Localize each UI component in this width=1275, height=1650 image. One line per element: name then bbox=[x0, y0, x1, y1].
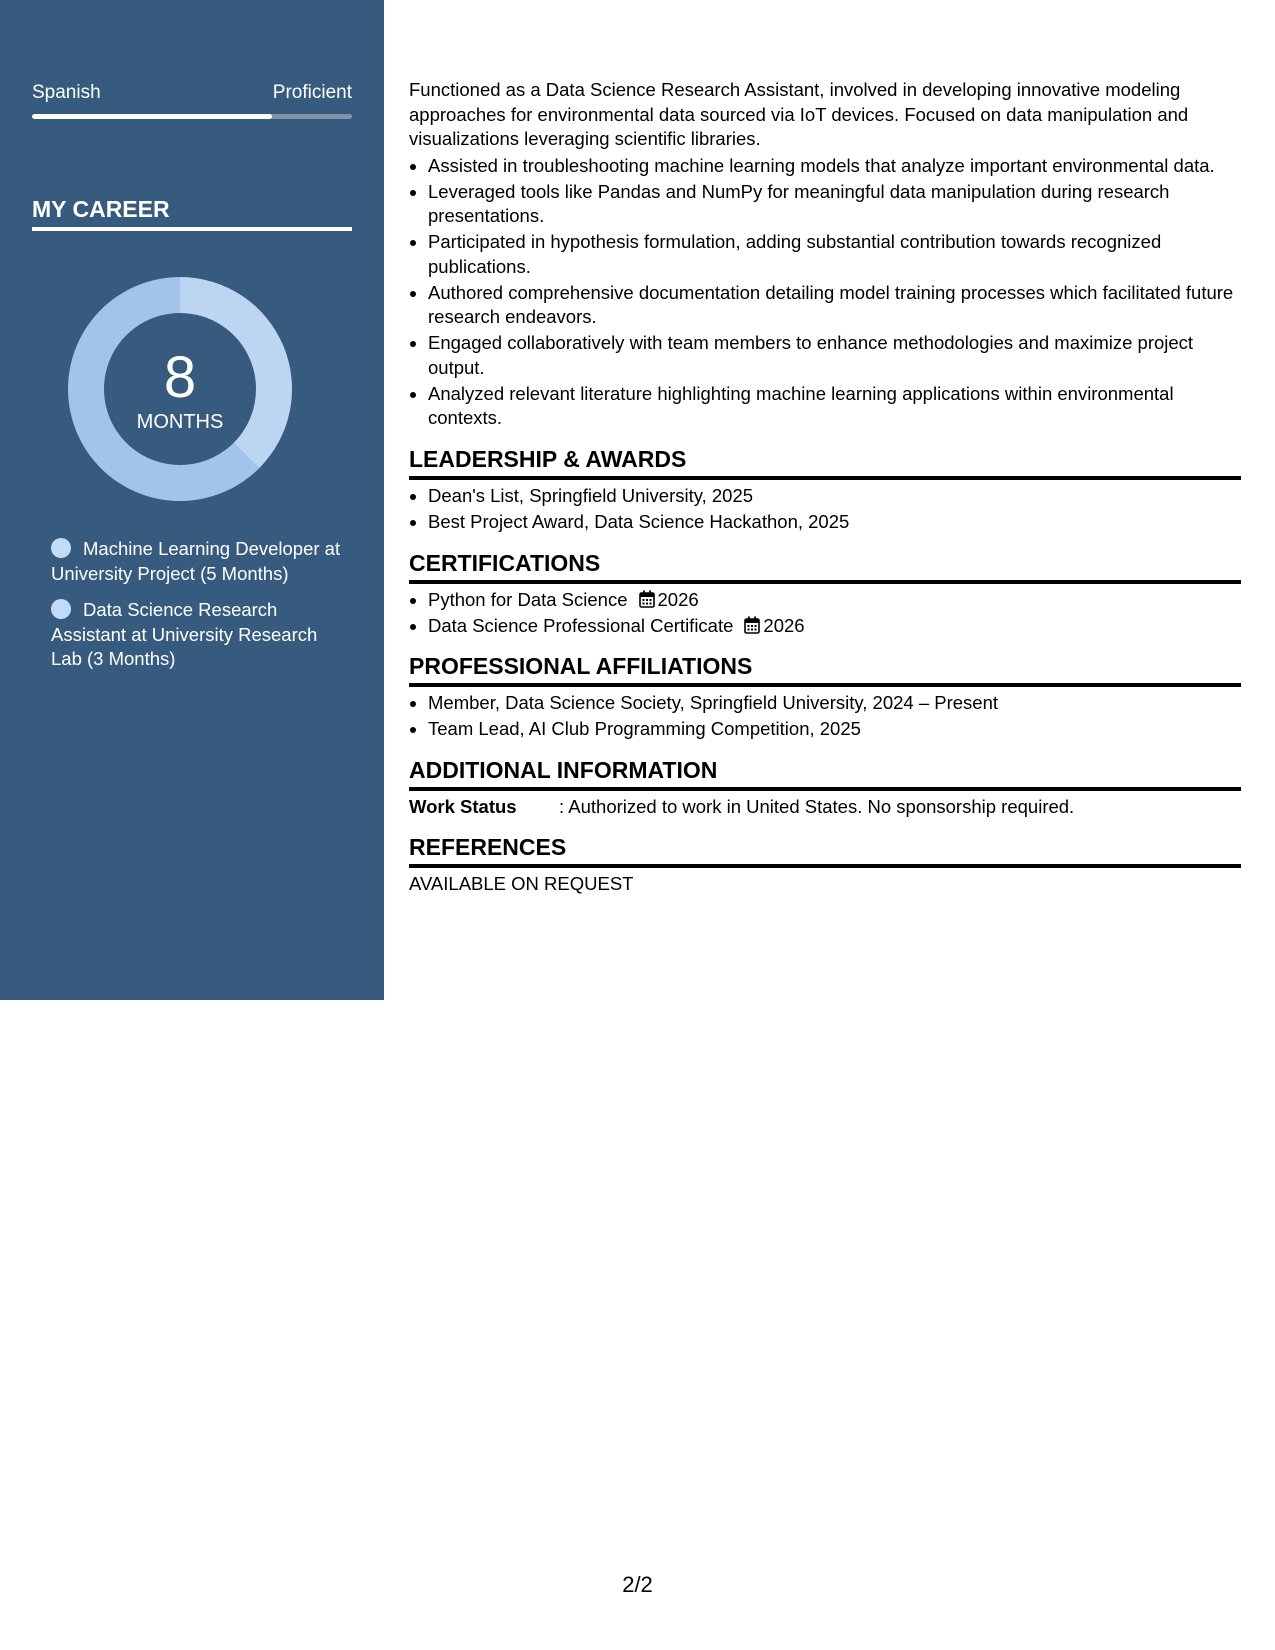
language-proficiency-bar bbox=[32, 114, 352, 119]
career-item-label: Data Science Research Assistant at University Research Lab (3 Months) bbox=[51, 599, 318, 669]
career-item-label: Machine Learning Developer at University Project (5 Months) bbox=[51, 538, 341, 584]
language-level: Proficient bbox=[272, 82, 352, 103]
references-text: AVAILABLE ON REQUEST bbox=[409, 873, 634, 895]
experience-intro: Functioned as a Data Science Research Assistant, involved in developing innovative modeling approaches for environmental data sourced via IoT devices. Focused on data manipulation and visualizations leveraging scientific libraries. bbox=[409, 79, 1189, 149]
work-status-label: Work Status bbox=[409, 795, 517, 817]
references-title: REFERENCES bbox=[409, 833, 1241, 868]
calendar-icon bbox=[744, 616, 760, 634]
leadership-title: LEADERSHIP & AWARDS bbox=[409, 445, 1241, 480]
career-dot-icon bbox=[51, 599, 71, 619]
career-total-unit: MONTHS bbox=[136, 411, 224, 433]
leadership-list bbox=[409, 484, 1241, 535]
sidebar bbox=[0, 0, 384, 1000]
additional-info-title: ADDITIONAL INFORMATION bbox=[409, 756, 1241, 791]
career-list bbox=[51, 537, 341, 684]
experience-bullet: • Analyzed relevant literature highlighting machine learning applications within environmental contexts. bbox=[428, 382, 1241, 431]
affiliations-title: PROFESSIONAL AFFILIATIONS bbox=[409, 652, 1241, 687]
page-number: 2/2 bbox=[622, 1572, 653, 1597]
affiliation-item: • Team Lead, AI Club Programming Competition, 2025 bbox=[428, 717, 1241, 742]
language-proficiency-fill bbox=[32, 114, 272, 119]
work-status-row bbox=[409, 795, 1241, 820]
leadership-item: • Best Project Award, Data Science Hackathon, 2025 bbox=[428, 510, 1241, 535]
affiliation-item: • Member, Data Science Society, Springfield University, 2024 – Present bbox=[428, 691, 1241, 716]
career-item bbox=[51, 598, 341, 672]
certifications-list bbox=[409, 588, 1241, 639]
language-row bbox=[32, 82, 352, 104]
career-item bbox=[51, 537, 341, 586]
leadership-item: • Dean's List, Springfield University, 2025 bbox=[428, 484, 1241, 509]
affiliations-list bbox=[409, 691, 1241, 742]
career-total-number: 8 bbox=[163, 345, 197, 410]
career-dot-icon bbox=[51, 538, 71, 558]
experience-bullet: • Assisted in troubleshooting machine learning models that analyze important environmental data. bbox=[428, 154, 1241, 179]
work-status-value: : Authorized to work in United States. No sponsorship required. bbox=[559, 795, 1075, 817]
experience-bullets bbox=[409, 154, 1241, 431]
certifications-title: CERTIFICATIONS bbox=[409, 549, 1241, 584]
certification-name: Python for Data Science bbox=[428, 588, 628, 610]
career-heading: MY CAREER bbox=[32, 195, 352, 231]
certification-item bbox=[428, 614, 1241, 639]
main-content bbox=[409, 78, 1241, 897]
experience-bullet: • Engaged collaboratively with team members to enhance methodologies and maximize project output. bbox=[428, 331, 1241, 380]
language-name: Spanish bbox=[32, 82, 101, 103]
calendar-icon bbox=[639, 590, 655, 608]
certification-item bbox=[428, 588, 1241, 613]
experience-bullet: • Leveraged tools like Pandas and NumPy for meaningful data manipulation during research presentations. bbox=[428, 180, 1241, 229]
experience-bullet: • Authored comprehensive documentation detailing model training processes which facilitated future research endeavors. bbox=[428, 281, 1241, 330]
certification-name: Data Science Professional Certificate bbox=[428, 614, 734, 636]
certification-year: 2026 bbox=[763, 614, 805, 636]
certification-year: 2026 bbox=[657, 588, 699, 610]
experience-bullet: • Participated in hypothesis formulation, adding substantial contribution towards recognized publications. bbox=[428, 230, 1241, 279]
